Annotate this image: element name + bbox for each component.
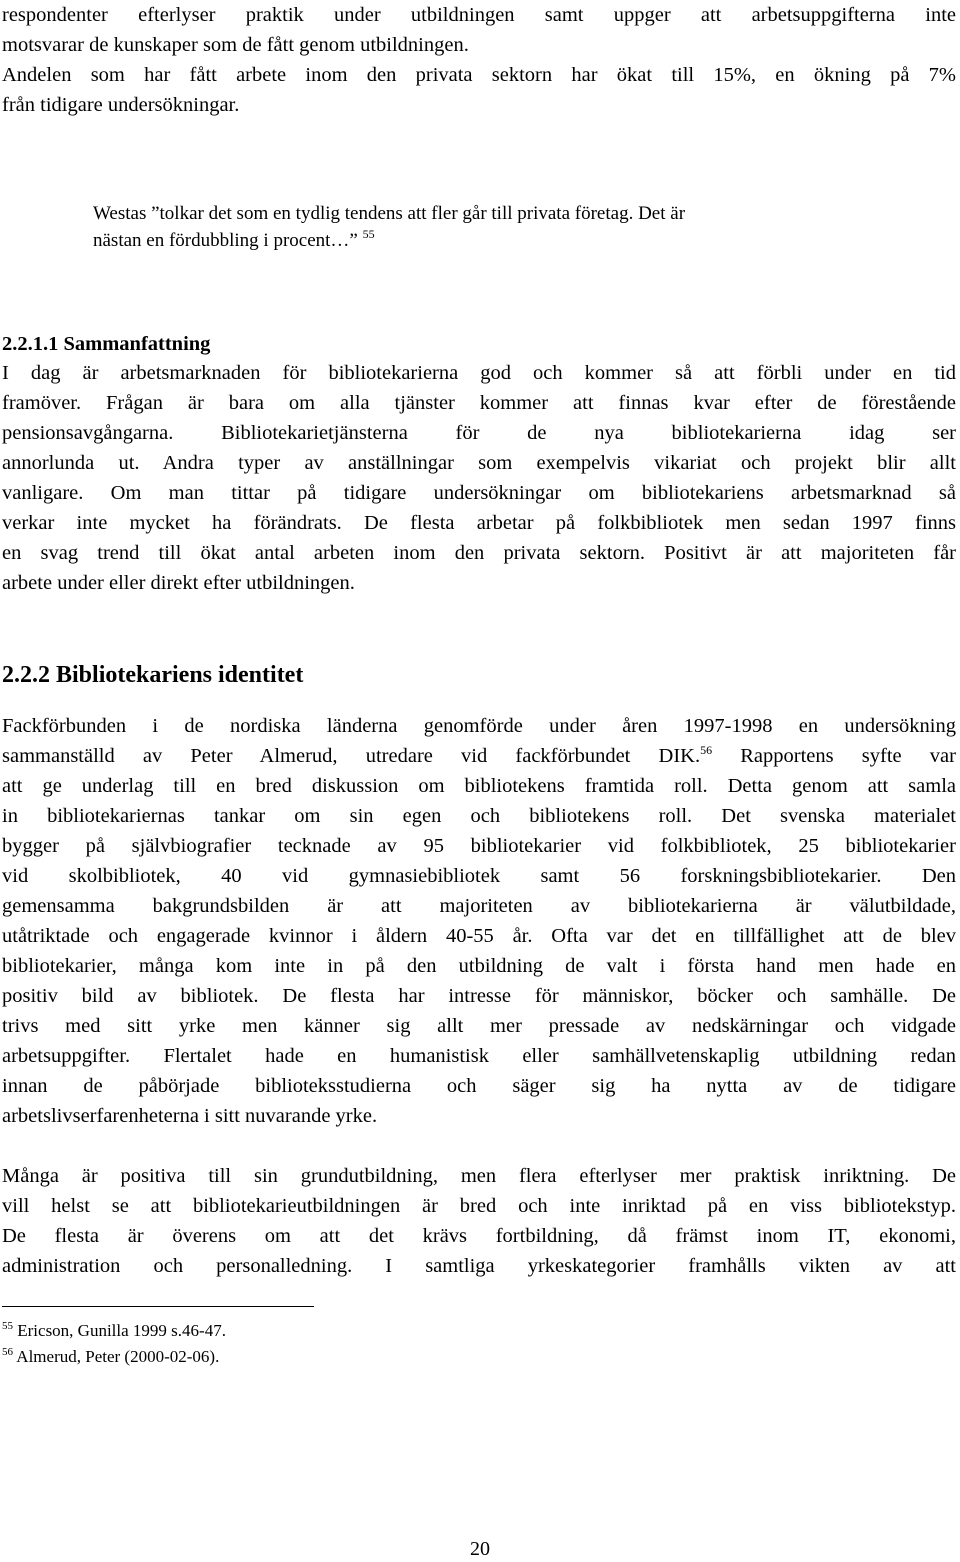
text-line: motsvarar de kunskaper som de fått genom utbildningen. (2, 34, 469, 56)
text-line: trivs med sitt yrke men känner sig allt mer pressade av nedskärningar och vidgade (2, 1015, 956, 1037)
text-segment: Rapportens syfte var (712, 745, 956, 767)
text-line: gemensamma bakgrundsbilden är att majoriteten av bibliotekarierna är välutbildade, (2, 895, 956, 917)
text-line: administration och personalledning. I samtliga yrkeskategorier framhålls vikten av att (2, 1255, 956, 1277)
text-line: pensionsavgångarna. Bibliotekarietjänsterna för de nya bibliotekarierna idag ser (2, 422, 956, 444)
text-segment: sammanställd av Peter Almerud, utredare vid fackförbundet DIK. (2, 745, 701, 767)
text-line: respondenter efterlyser praktik under utbildningen samt uppger att arbetsuppgifterna inte (2, 4, 956, 26)
text-line: vill helst se att bibliotekarieutbildningen är bred och inte inriktad på en viss bibliotekstyp. (2, 1195, 956, 1217)
text-line: bibliotekarier, många kom inte in på den utbildning de valt i första hand men hade en (2, 955, 956, 977)
block-quote (93, 200, 873, 254)
section-heading: 2.2.1.1 Sammanfattning (2, 333, 211, 355)
footnote (2, 1346, 219, 1368)
intro-paragraph (2, 0, 956, 120)
quote-line: Westas ”tolkar det som en tydlig tendens att fler går till privata företag. Det är (93, 203, 686, 224)
text-line: arbete under eller direkt efter utbildningen. (2, 572, 355, 594)
footnote-separator (2, 1306, 314, 1307)
quote-line (93, 227, 873, 254)
text-line: innan de påbörjade biblioteksstudierna och säger sig ha nytta av de tidigare (2, 1075, 956, 1097)
text-line: vid skolbibliotek, 40 vid gymnasiebibliotek samt 56 forskningsbibliotekarier. Den (2, 865, 956, 887)
text-line: De flesta är överens om att det krävs fortbildning, då främst inom IT, ekonomi, (2, 1225, 956, 1247)
text-line: bygger på självbiografier tecknade av 95 bibliotekarier vid folkbibliotek, 25 bibliotekarier (2, 835, 956, 857)
text-line: arbetslivserfarenheterna i sitt nuvarande yrke. (2, 1105, 378, 1127)
education-paragraph (2, 1161, 956, 1281)
text-line: utåtriktade och engagerade kvinnor i åldern 40-55 år. Ofta var det en tillfällighet att de blev (2, 925, 956, 947)
text-line: arbetsuppgifter. Flertalet hade en humanistisk eller samhällvetenskaplig utbildning redan (2, 1045, 956, 1067)
quote-text: nästan en fördubbling i procent…” (93, 230, 358, 251)
page-number: 20 (470, 1538, 490, 1560)
text-line (2, 741, 956, 771)
text-line: I dag är arbetsmarknaden för bibliotekarierna god och kommer så att förbli under en tid (2, 362, 956, 384)
text-line: Många är positiva till sin grundutbildning, men flera efterlyser mer praktisk inriktning. De (2, 1165, 956, 1187)
footnote-text: Ericson, Gunilla 1999 s.46-47. (13, 1321, 226, 1340)
text-line: verkar inte mycket ha förändrats. De flesta arbetar på folkbibliotek men sedan 1997 finns (2, 512, 956, 534)
text-line: in bibliotekariernas tankar om sin egen och bibliotekens roll. Det svenska materialet (2, 805, 956, 827)
text-line: positiv bild av bibliotek. De flesta har intresse för människor, böcker och samhälle. De (2, 985, 956, 1007)
footnote-ref: 55 (362, 227, 375, 241)
identity-paragraph (2, 711, 956, 1131)
footnote-number: 55 (2, 1320, 13, 1332)
text-line: annorlunda ut. Andra typer av anställningar som exempelvis vikariat och projekt blir allt (2, 452, 956, 474)
text-line: från tidigare undersökningar. (2, 94, 240, 116)
text-line: att ge underlag till en bred diskussion om bibliotekens framtida roll. Detta genom att samla (2, 775, 956, 797)
summary-paragraph (2, 358, 956, 598)
footnote-number: 56 (2, 1346, 13, 1358)
footnote-ref: 56 (700, 743, 713, 757)
footnote (2, 1320, 226, 1342)
text-line: vanligare. Om man tittar på tidigare undersökningar om bibliotekariens arbetsmarknad så (2, 482, 956, 504)
footnote-text: Almerud, Peter (2000-02-06). (13, 1347, 220, 1366)
section-heading: 2.2.2 Bibliotekariens identitet (2, 662, 304, 688)
text-line: Andelen som har fått arbete inom den privata sektorn har ökat till 15%, en ökning på 7% (2, 64, 956, 86)
text-line: framöver. Frågan är bara om alla tjänster kommer att finnas kvar efter de förestående (2, 392, 956, 414)
text-line: Fackförbunden i de nordiska länderna genomförde under åren 1997-1998 en undersökning (2, 715, 956, 737)
text-line: en svag trend till ökat antal arbeten inom den privata sektorn. Positivt är att majoriteten får (2, 542, 956, 564)
